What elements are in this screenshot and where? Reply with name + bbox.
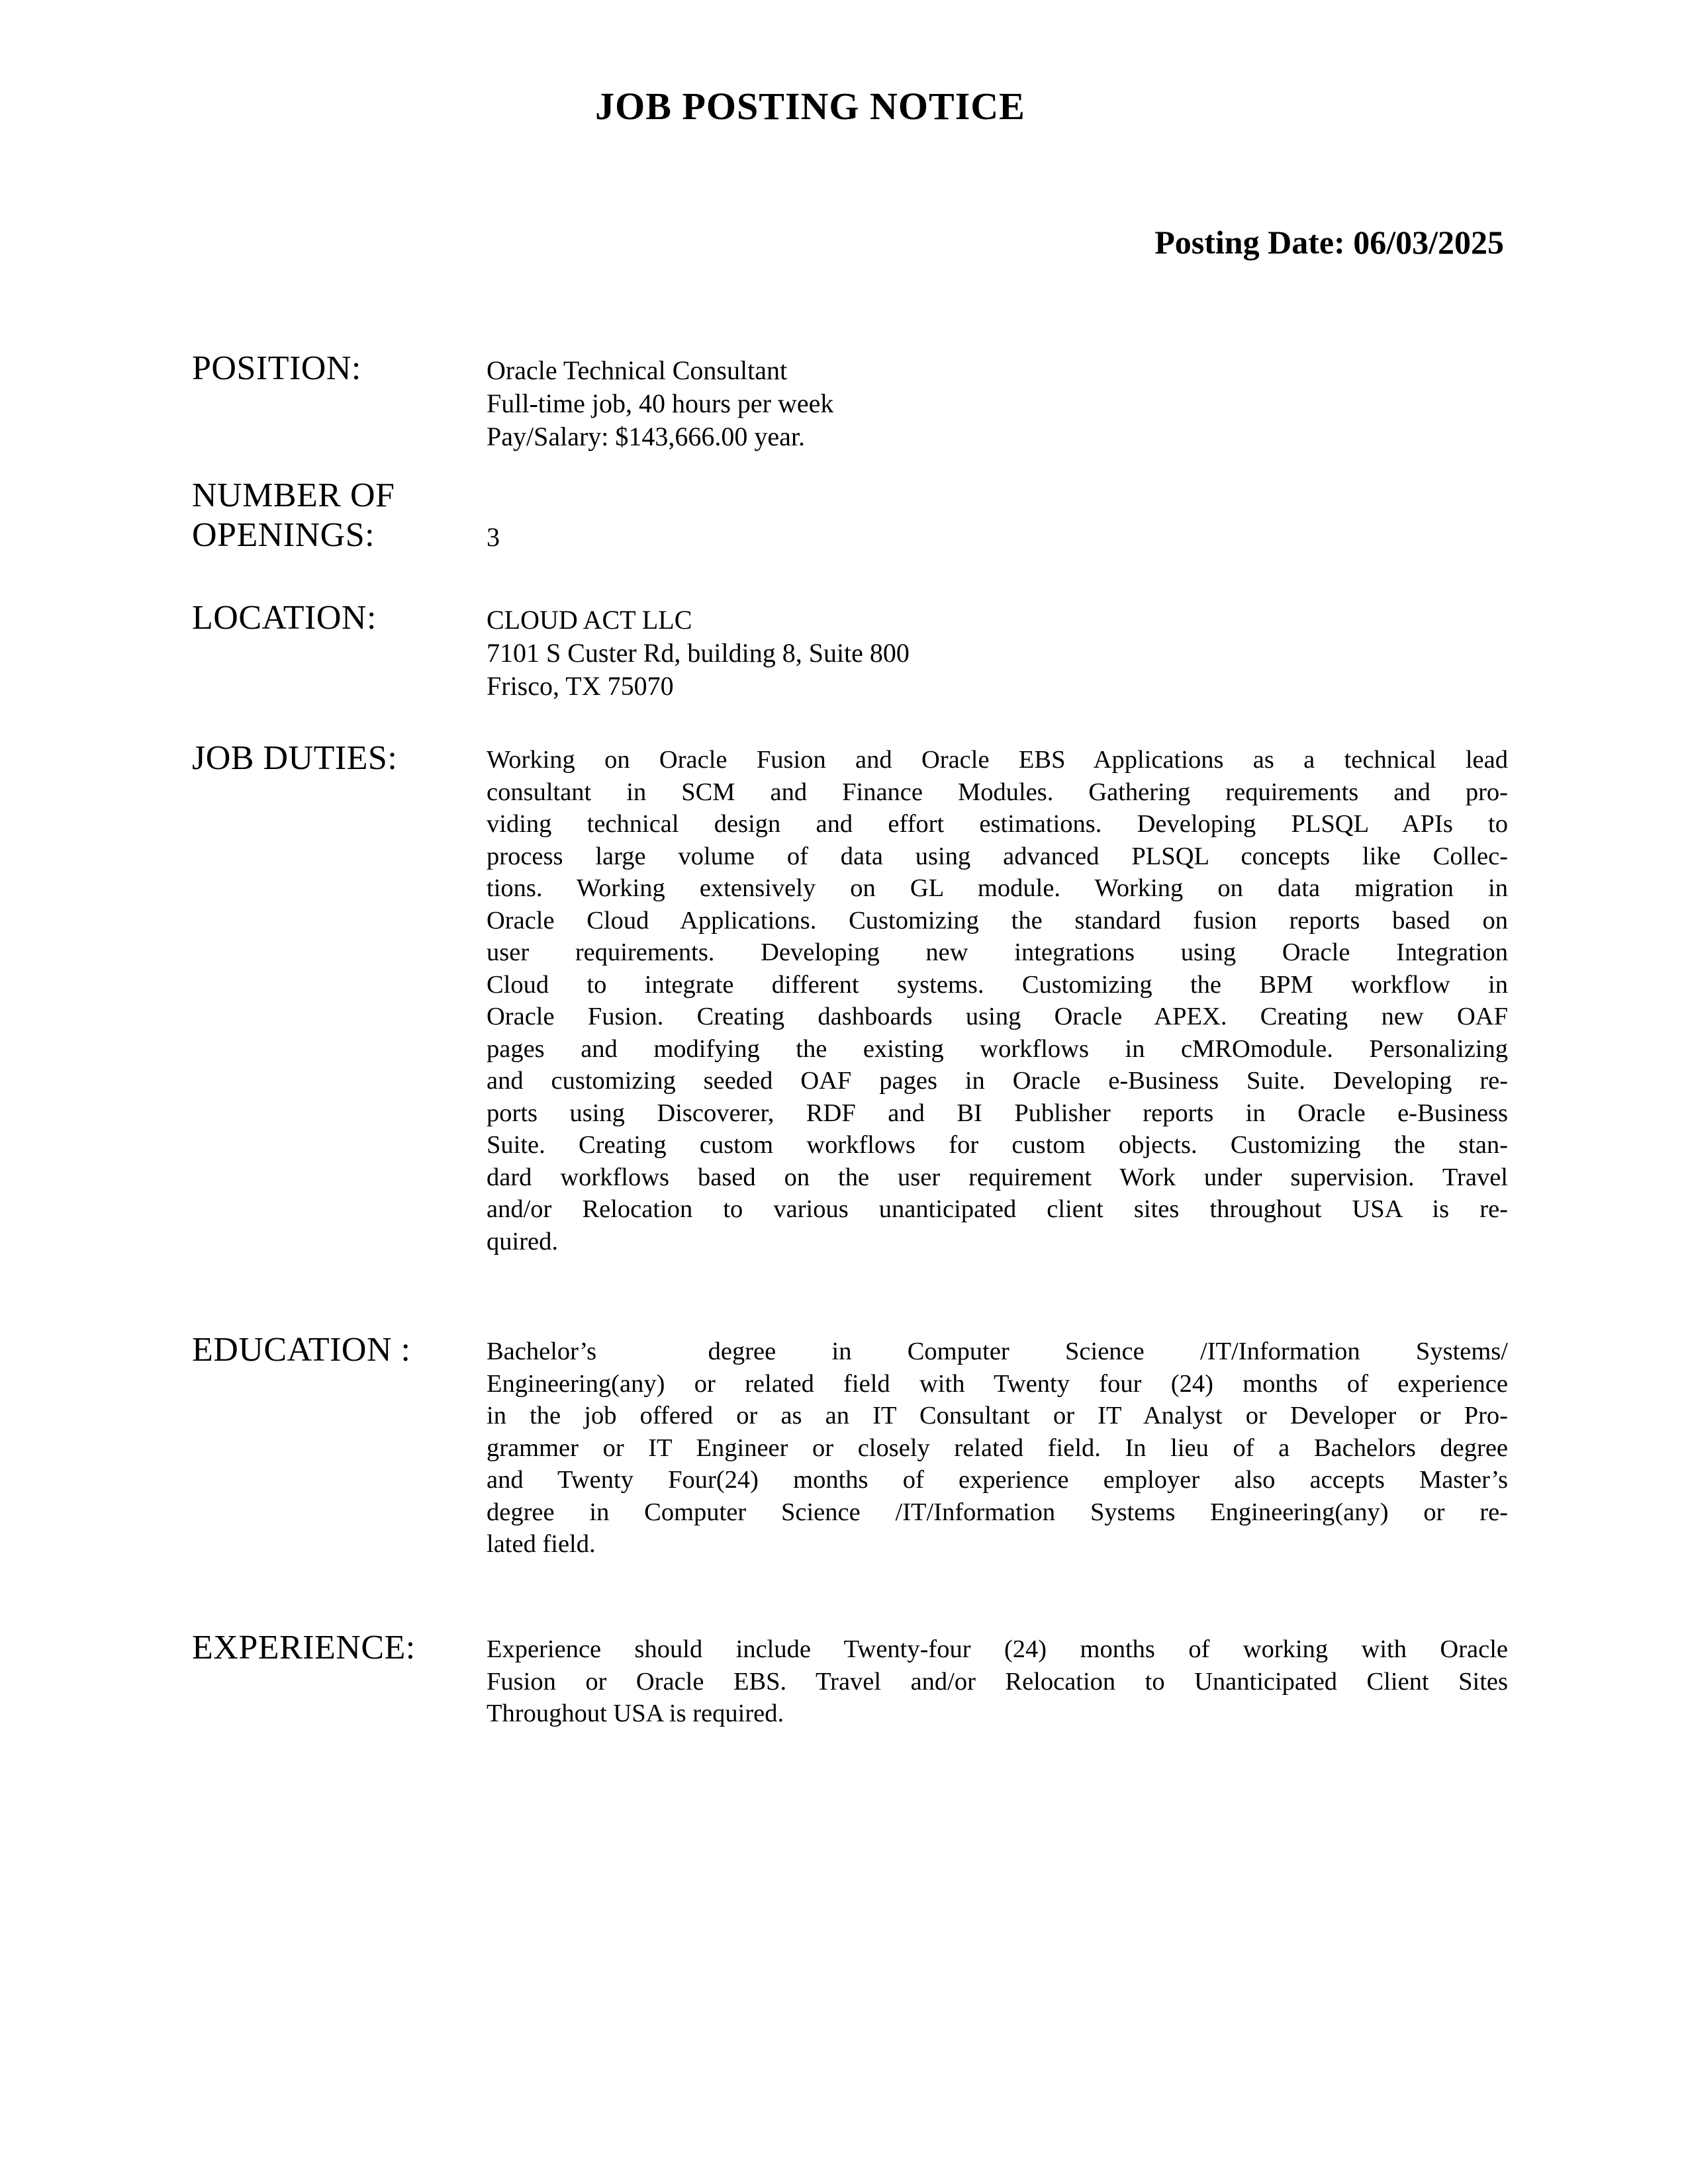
education-value (487, 1336, 1508, 1561)
position-value (487, 354, 1508, 453)
section-job-duties (192, 739, 1508, 1257)
text-line: Fusion or Oracle EBS. Travel and/or Relocation to Unanticipated Client Sites (487, 1667, 1508, 1696)
position-label (192, 349, 487, 388)
text-line: Oracle Fusion. Creating dashboards using Oracle APEX. Creating new OAF (487, 1003, 1508, 1030)
text-line: Working on Oracle Fusion and Oracle EBS Applications as a technical lead (487, 746, 1508, 774)
text-line: tions. Working extensively on GL module. Working on data migration in (487, 874, 1508, 902)
text-line: Oracle Cloud Applications. Customizing the standard fusion reports based on (487, 906, 1508, 934)
location-value (487, 604, 1508, 703)
text-line: 7101 S Custer Rd, building 8, Suite 800 (487, 638, 910, 668)
job-duties-label (192, 739, 487, 778)
text-line: EDUCATION : (192, 1331, 411, 1369)
text-line: and/or Relocation to various unanticipated client sites throughout USA is re- (487, 1195, 1508, 1223)
text-line: Oracle Technical Consultant (487, 355, 788, 385)
text-line: Suite. Creating custom workflows for custom objects. Customizing the stan- (487, 1131, 1508, 1159)
text-line: Cloud to integrate different systems. Customizing the BPM workflow in (487, 970, 1508, 999)
location-label (192, 598, 487, 638)
text-line: grammer or IT Engineer or closely related field. In lieu of a Bachelors degree (487, 1433, 1508, 1462)
experience-value (487, 1633, 1508, 1730)
text-line: consultant in SCM and Finance Modules. Gathering requirements and pro- (487, 778, 1508, 806)
page-title: JOB POSTING NOTICE (595, 85, 1025, 128)
text-line: process large volume of data using advanced PLSQL concepts like Collec- (487, 842, 1508, 870)
text-line: viding technical design and effort estimations. Developing PLSQL APIs to (487, 810, 1508, 838)
text-line: Bachelor’s degree in Computer Science /IT/Information Systems/ (487, 1338, 1508, 1365)
text-line: quired. (487, 1227, 558, 1255)
text-line: Throughout USA is required. (487, 1700, 784, 1727)
job-duties-value (487, 744, 1508, 1257)
text-line: JOB DUTIES: (192, 739, 398, 777)
text-line: and customizing seeded OAF pages in Oracle e-Business Suite. Developing re- (487, 1067, 1508, 1095)
text-line: POSITION: (192, 349, 361, 387)
section-location (192, 599, 1508, 703)
text-line: dard workflows based on the user requirement Work under supervision. Travel (487, 1163, 1508, 1191)
section-education (192, 1331, 1508, 1561)
education-label (192, 1330, 487, 1370)
text-line: ports using Discoverer, RDF and BI Publisher reports in Oracle e-Business (487, 1099, 1508, 1127)
section-position (192, 349, 1508, 453)
text-line: Experience should include Twenty-four (24) months of working with Oracle (487, 1635, 1508, 1663)
text-line: EXPERIENCE: (192, 1629, 416, 1666)
text-line: and Twenty Four(24) months of experience employer also accepts Master’s (487, 1466, 1508, 1494)
text-line: OPENINGS: (192, 516, 375, 554)
section-experience (192, 1629, 1508, 1730)
openings-value (487, 481, 1508, 554)
text-line: in the job offered or as an IT Consultant or IT Analyst or Developer or Pro- (487, 1402, 1508, 1430)
text-line: Frisco, TX 75070 (487, 671, 674, 701)
text-line: pages and modifying the existing workflows in cMROmodule. Personalizing (487, 1034, 1508, 1063)
text-line: degree in Computer Science /IT/Information Systems Engineering(any) or re- (487, 1498, 1508, 1526)
experience-label (192, 1628, 487, 1668)
text-line: Full-time job, 40 hours per week (487, 388, 834, 418)
text-line: 3 (487, 522, 500, 552)
text-line: user requirements. Developing new integrations using Oracle Integration (487, 938, 1508, 966)
posting-date: Posting Date: 06/03/2025 (1154, 224, 1504, 261)
openings-label (192, 476, 487, 555)
text-line: CLOUD ACT LLC (487, 605, 692, 635)
text-line: lated field. (487, 1530, 596, 1558)
section-number-of-openings (192, 477, 1508, 555)
text-line: LOCATION: (192, 599, 377, 637)
text-line: NUMBER OF (192, 477, 395, 514)
text-line: Pay/Salary: $143,666.00 year. (487, 422, 806, 451)
text-line: Engineering(any) or related field with Twenty four (24) months of experience (487, 1369, 1508, 1398)
